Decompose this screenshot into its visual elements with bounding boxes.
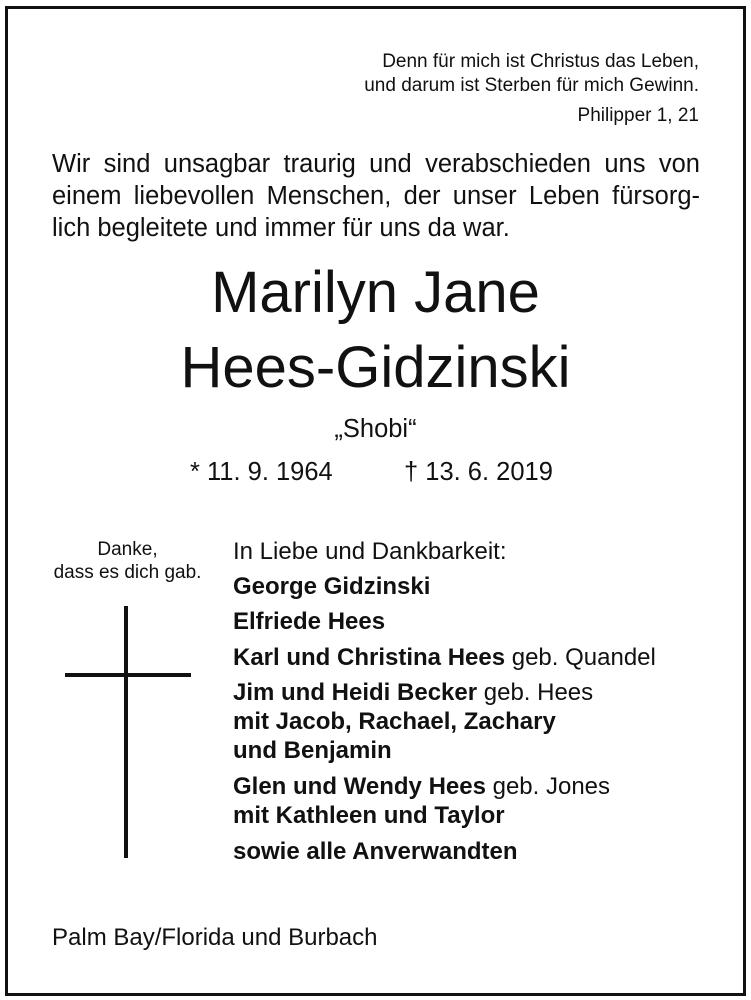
- mourner-name: Glen und Wendy Hees: [233, 773, 486, 800]
- mourner-glen-children: [233, 801, 505, 831]
- cross-icon: [124, 606, 128, 858]
- maiden-name: geb. Jones: [485, 773, 611, 800]
- intro-line-1: Wir sind unsagbar traurig und verabschieden uns von: [52, 150, 700, 178]
- thanks-note-line-1: Danke,: [97, 539, 158, 560]
- mourner-jim: [233, 678, 593, 708]
- children-names: mit Jacob, Rachael, Zachary: [233, 708, 556, 735]
- mourner-glen: [233, 772, 610, 802]
- mourner-elfriede: [233, 607, 385, 637]
- birth-date: * 11. 9. 1964: [190, 458, 333, 486]
- mourner-george: [233, 572, 430, 602]
- cross-icon-beam: [65, 673, 191, 677]
- mourner-jim-children-2: [233, 736, 392, 766]
- deceased-first-name: Marilyn Jane: [211, 260, 540, 325]
- children-names: mit Kathleen und Taylor: [233, 802, 505, 829]
- intro-text: [52, 148, 700, 244]
- children-names: und Benjamin: [233, 737, 392, 764]
- thanks-note-line-2: dass es dich gab.: [53, 562, 202, 583]
- mourners-heading: In Liebe und Dankbarkeit:: [233, 538, 507, 565]
- death-date: † 13. 6. 2019: [404, 458, 553, 486]
- intro-line-3: lich begleitete und immer für uns da war.: [52, 214, 510, 242]
- place-of-residence: Palm Bay/Florida und Burbach: [52, 924, 378, 951]
- mourner-karl: [233, 643, 656, 673]
- relatives-line: sowie alle Anverwandten: [233, 838, 518, 865]
- maiden-name: geb. Quandel: [505, 644, 656, 671]
- mourner-jim-children-1: [233, 707, 556, 737]
- deceased-nickname: „Shobi“: [334, 415, 417, 443]
- mourner-name: Karl und Christina Hees: [233, 644, 506, 671]
- mourner-name: Elfriede Hees: [233, 608, 386, 635]
- mourner-name: George Gidzinski: [233, 573, 431, 600]
- bible-verse-line-1: Denn für mich ist Christus das Leben,: [382, 51, 699, 72]
- maiden-name: geb. Hees: [477, 679, 594, 706]
- bible-verse-line-2: und darum ist Sterben für mich Gewinn.: [364, 75, 699, 96]
- mourner-relatives: [233, 837, 518, 867]
- deceased-last-name: Hees-Gidzinski: [180, 335, 571, 400]
- mourner-name: Jim und Heidi Becker: [233, 679, 478, 706]
- bible-verse-reference: Philipper 1, 21: [577, 105, 699, 126]
- intro-line-2: einem liebevollen Menschen, der unser Leben fürsorg-: [52, 182, 700, 210]
